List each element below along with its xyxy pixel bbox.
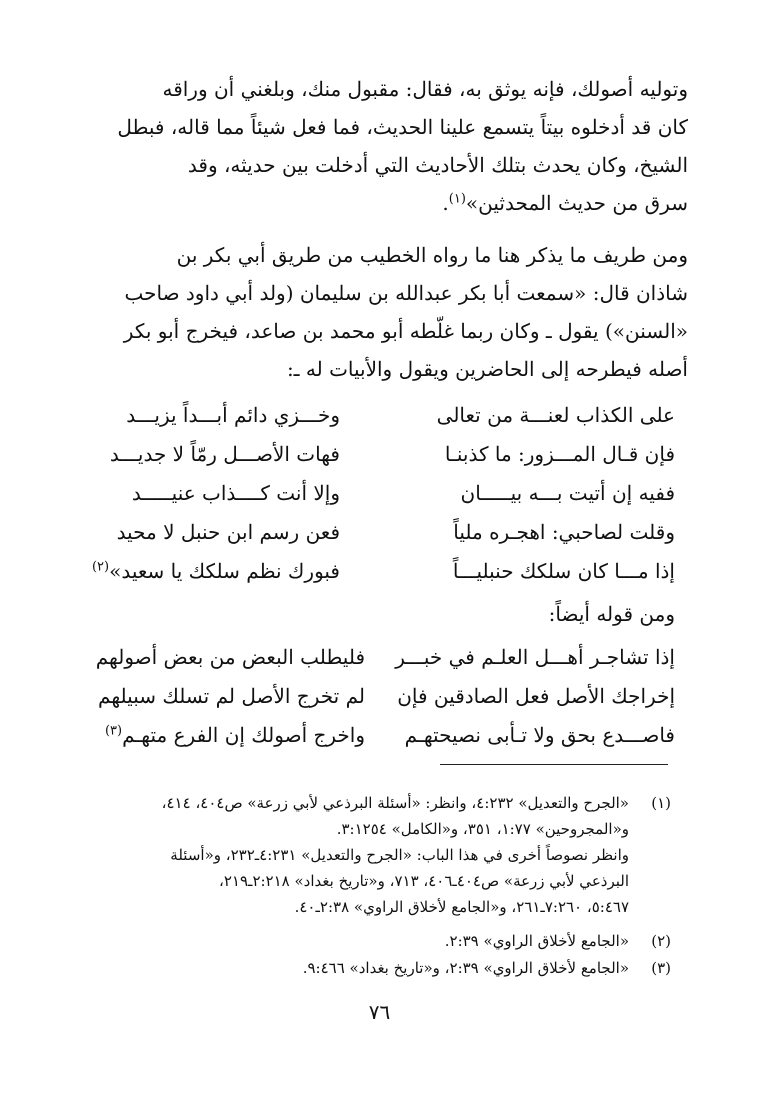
footnote-number: (١) [651, 794, 671, 812]
text-line: الشيخ، وكان يحدث بتلك الأحاديث التي أدخلت بين حديثه، وقد [187, 153, 688, 177]
verse-first-hemistich: إخراجك الأصل فعل الصادقين فإن [397, 684, 675, 708]
text-line: ومن طريف ما يذكر هنا ما رواه الخطيب من طريق أبي بكر بن [176, 243, 688, 267]
footnote-body [162, 790, 629, 920]
footnote-line: ٥:٤٦٧، ٧:٢٦٠ـ٢٦١، و«الجامع لأخلاق الراوي» ٢:٣٨ـ٤٠. [294, 898, 629, 916]
poem-2-intro [95, 597, 675, 631]
text-line: «السنن») يقول ـ وكان ربما غلّطه أبو محمد بن صاعد، فيخرج أبو بكر [123, 319, 688, 343]
verse-first-hemistich: إذا مـــا كان سلكك حنبليـــاً [452, 559, 675, 583]
verse-second-hemistich [105, 718, 365, 752]
text-line-content: سرق من حديث المحدثين» [465, 191, 688, 215]
footnote-line: «الجرح والتعديل» ٤:٢٣٢، وانظر: «أسئلة البرذعي لأبي زرعة» ص٤٠٤، ٤١٤، [161, 794, 629, 812]
footnote-ref: (١) [448, 191, 466, 207]
verse-line [95, 437, 675, 471]
text-line: كان قد أدخلوه بيتاً يتسمع علينا الحديث، فما فعل شيئاً مما قاله، فبطل [117, 115, 688, 139]
verse-line [95, 476, 675, 510]
verse-second-hemistich: فعن رسم ابن حنبل لا محيد [116, 520, 340, 544]
verse-line [95, 718, 675, 752]
footnote-ref: (٣) [104, 723, 123, 739]
verse-second-hemistich [92, 554, 340, 588]
footnote-body [445, 928, 629, 954]
verse-first-hemistich: فاصـــدع بحق ولا تـأبى نصيحتهـم [404, 723, 675, 747]
verse-line [95, 679, 675, 713]
verse-first-hemistich: إذا تشاجـر أهـــل العلـم في خبـــر [395, 645, 675, 669]
footnote-divider [440, 764, 668, 765]
text-line [88, 184, 688, 222]
footnote-line: وانظر نصوصاً أخرى في هذا الباب: «الجرح والتعديل» ٤:٢٣١ـ٢٣٢، و«أسئلة [170, 846, 629, 864]
verse-line [91, 554, 675, 588]
footnote-body [303, 955, 629, 981]
intro-text: ومن قوله أيضاً: [548, 602, 675, 626]
footnote-number: (٣) [651, 959, 671, 977]
page-number: ٧٦ [368, 1000, 391, 1024]
footnote-line: «الجامع لأخلاق الراوي» ٢:٣٩، و«تاريخ بغداد» ٩:٤٦٦. [302, 959, 629, 977]
verse-text: واخرج أصولك إن الفرع متهـم [122, 723, 365, 747]
footnote-line: و«المجروحين» ١:٧٧، ٣٥١، و«الكامل» ٣:١٢٥٤. [336, 820, 629, 838]
verse-first-hemistich: ففيه إن أتيت بـــه بيـــــان [460, 481, 675, 505]
verse-line [95, 515, 675, 549]
paragraph-2 [88, 236, 688, 388]
verse-text: فبورك نظم سلكك يا سعيد» [109, 559, 340, 583]
footnote-ref: (٢) [91, 559, 110, 575]
verse-first-hemistich: وقلت لصاحبي: اهجـره ملياً [453, 520, 675, 544]
verse-second-hemistich: وخـــزي دائم أبـــداً يزيـــد [126, 403, 340, 427]
verse-second-hemistich: لم تخرج الأصل لم تسلك سبيلهم [98, 684, 365, 708]
verse-second-hemistich: وإلا أنت كــــذاب عنيـــــد [131, 481, 340, 505]
footnote-line: البرذعي لأبي زرعة» ص٤٠٤ـ٤٠٦، ٧١٣، و«تاريخ بغداد» ٢:٢١٨ـ٢١٩، [219, 872, 629, 890]
footnote-number: (٢) [651, 932, 671, 950]
text-line: أصله فيطرحه إلى الحاضرين ويقول والأبيات له ـ: [286, 357, 688, 381]
text-line: وتوليه أصولك، فإنه يوثق به، فقال: مقبول منك، وبلغني أن وراقه [162, 77, 688, 101]
line-end-punct: . [442, 191, 449, 215]
verse-line [95, 398, 675, 432]
text-line: شاذان قال: «سمعت أبا بكر عبدالله بن سليمان (ولد أبي داود صاحب [124, 281, 688, 305]
verse-second-hemistich: فهات الأصـــل رمّاً لا جديـــد [109, 442, 340, 466]
footnote-line: «الجامع لأخلاق الراوي» ٢:٣٩. [444, 932, 629, 950]
verse-line [95, 640, 675, 674]
paragraph-1 [88, 70, 688, 222]
verse-first-hemistich: فإن قـال المـــزور: ما كذبنـا [444, 442, 675, 466]
verse-second-hemistich: فليطلب البعض من بعض أصولهم [95, 645, 365, 669]
verse-first-hemistich: على الكذاب لعنـــة من تعالى [436, 403, 675, 427]
